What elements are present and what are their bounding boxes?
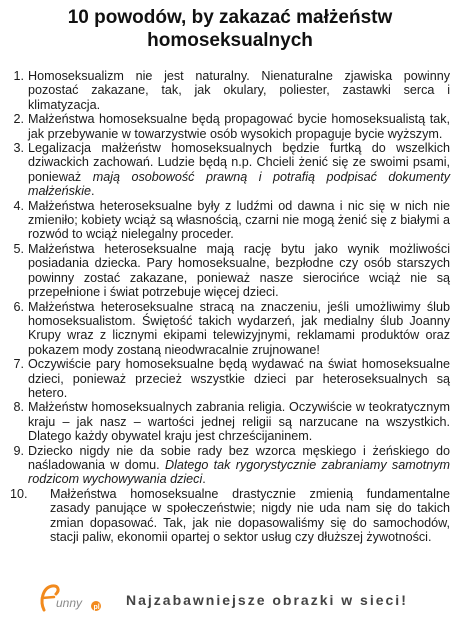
item-text	[28, 242, 450, 300]
item-text	[28, 112, 450, 141]
page-title: 10 powodów, by zakazać małżeństw homoseksualnych	[67, 7, 393, 51]
text-segment: Małżeństwa heteroseksualne były z ludźmi od dawna i nic się w nich nie zmieniło; kobiety wciąż są własnością, czarni nie mogą żenić się z białymi a rozwód to wciąż nielegalny proceder.	[28, 198, 450, 242]
item-text	[50, 487, 450, 545]
text-segment: Małżeństwa heteroseksualne mają rację bytu jako wynik możliwości posiadania dziecka. Pary homoseksualne, bezpłodne czy osób starszych powinny zostać zakazane, ponieważ nasze sierocińce wciąż nie są przepełnione i świat potrzebuje więcej dzieci.	[28, 241, 450, 300]
item-number: 4.	[13, 198, 24, 213]
text-segment: Dziecko nigdy nie da sobie rady bez wzorca męskiego i żeńskiego do naśladowania w domu.	[28, 443, 450, 472]
list-item	[10, 357, 450, 400]
footer	[0, 576, 459, 620]
text-segment: Legalizacja małżeństw homoseksualnych będzie furtką do wszelkich dziwackich zachowań. Ludzie będą n.p. Chcieli żenić się ze swoimi psami, ponieważ	[28, 141, 450, 184]
item-text	[28, 400, 450, 443]
list-item	[10, 300, 450, 358]
item-number: 8.	[13, 400, 24, 415]
item-text	[28, 300, 450, 358]
item-text	[28, 69, 450, 112]
slogan: Najzabawniejsze obrazki w sieci!	[126, 592, 408, 608]
funny-logo-icon	[36, 580, 106, 616]
item-number: 3.	[13, 141, 24, 156]
item-number: 10.	[10, 486, 28, 501]
list-item	[10, 141, 450, 199]
item-number: 9.	[13, 443, 24, 458]
text-segment: .	[202, 472, 206, 487]
item-number: 1.	[13, 69, 24, 83]
list-item	[10, 242, 450, 300]
list-item	[10, 112, 450, 141]
italic-text: Dlatego tak rygorystycznie zabraniamy samotnym rodzicom wychowywania dzieci	[28, 457, 450, 487]
item-number: 7.	[13, 357, 24, 372]
text-segment: Małżeństwa homoseksualne będą propagować bycie homoseksualistą tak, jak przebywanie w towarzystwie osób wysokich propaguje bycie wyższym.	[28, 112, 450, 141]
text-segment: Małżeństwa homoseksualne drastycznie zmienią fundamentalne zasady panujące w społeczeństwie; nigdy nie uda nam się do takich zmian dopasować. Tak, jak nie dopasowaliśmy się do samochodów, stacji paliw, ekonomii opartej o sektor usług czy dłuższej żywotności.	[50, 486, 450, 544]
svg-text:unny: unny	[56, 596, 83, 610]
text-segment: Oczywiście pary homoseksualne będą wydawać na świat homoseksualne dzieci, ponieważ przecież wszystkie dzieci par heteroseksualnych są hetero.	[28, 357, 450, 400]
item-text	[28, 199, 450, 242]
list-item	[10, 444, 450, 487]
text-segment: Małżeństw homoseksualnych zabrania religia. Oczywiście w teokratycznym kraju – jak nasz – wartości jednej religii są narzucane na wszystkich. Dlatego każdy obywatel kraju jest chrześcijaninem.	[28, 400, 450, 444]
text-segment: Małżeństwa heteroseksualne stracą na znaczeniu, jeśli umożliwimy ślub homoseksualistom. Świętość takich wydarzeń, jak medialny ślub Joanny Krupy wraz z licznymi ekipami telewizyjnymi, reklamami produktów oraz pokazem mody zostaną nieodwracalnie zrujnowane!	[28, 299, 450, 357]
item-number: 2.	[13, 112, 24, 127]
list-item	[10, 400, 450, 443]
text-segment: .	[91, 184, 95, 199]
text-segment: Homoseksualizm nie jest naturalny. Nienaturalne zjawiska powinny pozostać zakazane, tak, jak okulary, poliester, zastawki serca i klimatyzacja.	[28, 69, 450, 112]
item-number: 5.	[13, 241, 24, 256]
svg-text:pl: pl	[93, 604, 100, 611]
item-text	[28, 141, 450, 199]
item-number: 6.	[13, 299, 24, 314]
list-item	[10, 487, 450, 545]
item-text	[28, 444, 450, 487]
list-item	[10, 69, 450, 112]
list-item	[10, 199, 450, 242]
reasons-list	[10, 69, 450, 544]
item-text	[28, 357, 450, 400]
italic-text: mają osobowość prawną i potrafią podpisać dokumenty małżeńskie	[28, 169, 451, 199]
